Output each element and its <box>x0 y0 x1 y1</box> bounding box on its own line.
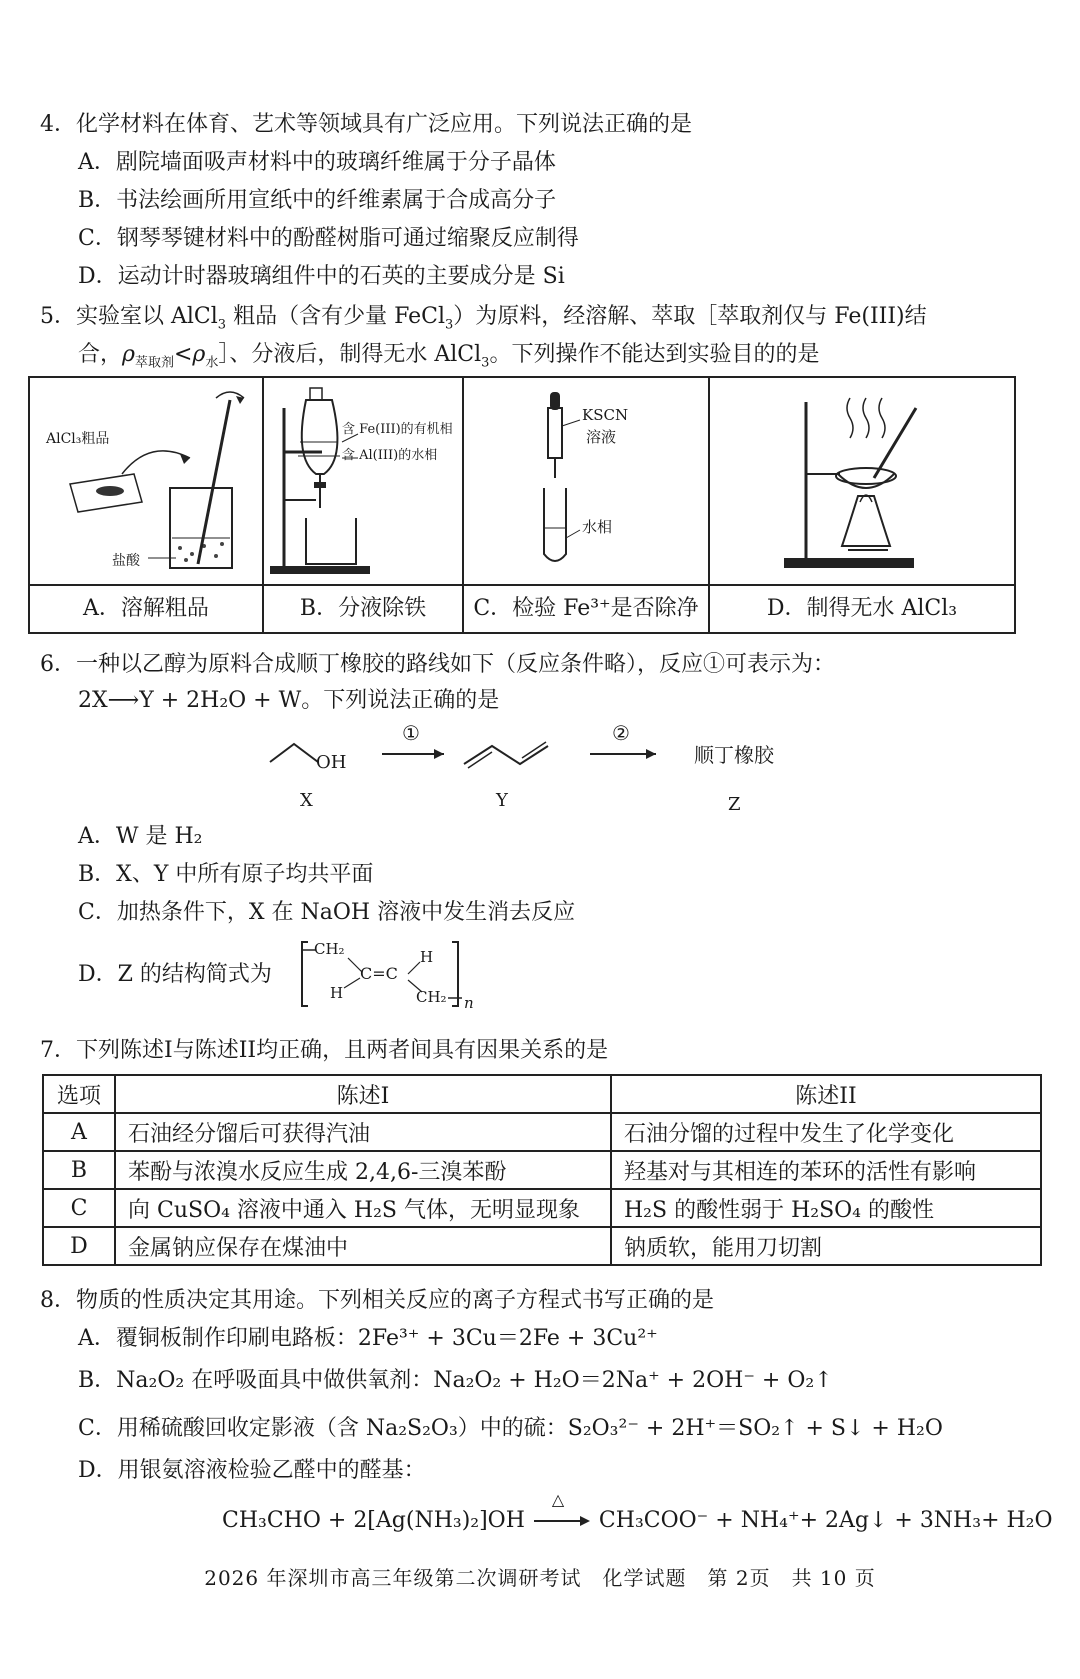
table-row: B 苯酚与浓溴水反应生成 2,4,6-三溴苯酚 羟基对与其相连的苯环的活性有影响 <box>43 1151 1041 1189</box>
step2-label: ② <box>612 721 630 745</box>
polymer-n: n <box>464 994 474 1012</box>
polymer-double-bond: C=C <box>360 964 398 983</box>
label-kscn: KSCN <box>582 406 629 424</box>
heat-arrow <box>532 1490 592 1532</box>
equation-reactants: CH₃CHO + 2[Ag(NH₃)₂]OH <box>222 1508 525 1533</box>
q6-stem-line2: 2X⟶Y + 2H₂O + W。下列说法正确的是 <box>78 688 500 713</box>
label-y: Y <box>496 790 508 811</box>
q5-apparatus-table <box>28 376 1016 634</box>
q4-option-b: B．书法绘画所用宣纸中的纤维素属于合成高分子 <box>78 188 557 213</box>
header-statement-2: 陈述II <box>611 1075 1041 1113</box>
label-x: X <box>300 790 313 811</box>
label-water-phase: 水相 <box>582 518 613 536</box>
header-option: 选项 <box>43 1075 115 1113</box>
q4-option-c: C．钢琴琴键材料中的酚醛树脂可通过缩聚反应制得 <box>78 226 579 251</box>
label-aqueous-phase: 含 Al(III)的水相 <box>342 448 438 463</box>
q6-option-b: B．X、Y 中所有原子均共平面 <box>78 862 374 887</box>
q7-table <box>42 1074 1042 1266</box>
q4-stem: 4．化学材料在体育、艺术等领域具有广泛应用。下列说法正确的是 <box>40 112 692 137</box>
label-hcl: 盐酸 <box>112 553 140 569</box>
caption-d: D．制得无水 AlCl₃ <box>710 584 1014 632</box>
step1-label: ① <box>402 721 420 745</box>
polymer-h-top: H <box>420 948 434 966</box>
ethanol-skeleton <box>270 744 318 762</box>
apparatus-c <box>464 378 710 632</box>
caption-b: B．分液除铁 <box>264 584 462 632</box>
label-alcl3-crude: AlCl₃粗品 <box>46 431 110 447</box>
q6-option-c: C．加热条件下，X 在 NaOH 溶液中发生消去反应 <box>78 900 576 925</box>
product-label: 顺丁橡胶 <box>694 743 774 767</box>
dissolve-apparatus-drawing <box>30 378 262 584</box>
caption-c: C．检验 Fe³⁺是否除净 <box>464 584 708 632</box>
separatory-funnel-drawing <box>264 378 462 584</box>
page-footer: 2026 年深圳市高三年级第二次调研考试 化学试题 第 2页 共 10 页 <box>204 1566 876 1590</box>
polymer-h-bottom: H <box>330 984 344 1002</box>
label-z: Z <box>728 794 741 815</box>
caption-a: A．溶解粗品 <box>30 584 262 632</box>
q7-header-row <box>43 1075 1041 1113</box>
q8-option-d: D．用银氨溶液检验乙醛中的醛基： <box>78 1458 426 1483</box>
apparatus-d <box>710 378 1014 632</box>
header-statement-1: 陈述I <box>115 1075 611 1113</box>
ethanol-oh: OH <box>316 752 347 773</box>
q4-option-a: A．剧院墙面吸声材料中的玻璃纤维属于分子晶体 <box>78 150 556 175</box>
polymer-ch2-top: CH₂ <box>314 940 345 958</box>
q8-option-b: B．Na₂O₂ 在呼吸面具中做供氧剂：Na₂O₂ + H₂O＝2Na⁺ + 2OH⁻ + O₂↑ <box>78 1368 833 1393</box>
q8-option-a: A．覆铜板制作印刷电路板：2Fe³⁺ + 3Cu＝2Fe + 3Cu²⁺ <box>78 1326 658 1351</box>
polymer-ch2-bottom: CH₂ <box>416 988 447 1006</box>
q8-d-equation <box>222 1490 1053 1533</box>
q6-option-d: D．Z 的结构简式为 <box>78 962 272 987</box>
q6-option-a: A．W 是 H₂ <box>78 824 203 849</box>
q8-option-c: C．用稀硫酸回收定影液（含 Na₂S₂O₃）中的硫：S₂O₃²⁻ + 2H⁺＝SO₂↑ + S↓ + H₂O <box>78 1416 943 1441</box>
apparatus-b <box>264 378 464 632</box>
table-row: A 石油经分馏后可获得汽油 石油分馏的过程中发生了化学变化 <box>43 1113 1041 1151</box>
label-kscn-solution: 溶液 <box>586 428 617 446</box>
table-row: D 金属钠应保存在煤油中 钠质软，能用刀切割 <box>43 1227 1041 1265</box>
q8-stem: 8．物质的性质决定其用途。下列相关反应的离子方程式书写正确的是 <box>40 1288 714 1313</box>
equation-products: CH₃COO⁻ + NH₄⁺+ 2Ag↓ + 3NH₃+ H₂O <box>598 1508 1053 1533</box>
q7-stem: 7．下列陈述I与陈述II均正确，且两者间具有因果关系的是 <box>40 1038 609 1063</box>
table-row: C 向 CuSO₄ 溶液中通入 H₂S 气体，无明显现象 H₂S 的酸性弱于 H₂SO₄ 的酸性 <box>43 1189 1041 1227</box>
polymer-structure <box>300 938 480 1010</box>
apparatus-a <box>30 378 264 632</box>
heat-triangle-icon: △ <box>551 1490 565 1509</box>
q5-stem: 5．实验室以 AlCl$_3$ 粗品（含有少量 FeCl$_3$）为原料，经溶解、萃取［萃取剂仅与 Fe(III)结 <box>40 304 927 333</box>
q5-stem-line2: 合，$\rho_{萃取剂}<\rho_水]$、分液后，制得无水 AlCl$_3$。下列操作不能达到实验目的的是 <box>78 342 820 371</box>
label-organic-phase: 含 Fe(III)的有机相 <box>342 422 453 437</box>
evaporation-drawing <box>710 378 1012 584</box>
q6-stem: 6．一种以乙醇为原料合成顺丁橡胶的路线如下（反应条件略），反应①可表示为： <box>40 652 835 677</box>
q4-option-d: D．运动计时器玻璃组件中的石英的主要成分是 Si <box>78 264 565 289</box>
